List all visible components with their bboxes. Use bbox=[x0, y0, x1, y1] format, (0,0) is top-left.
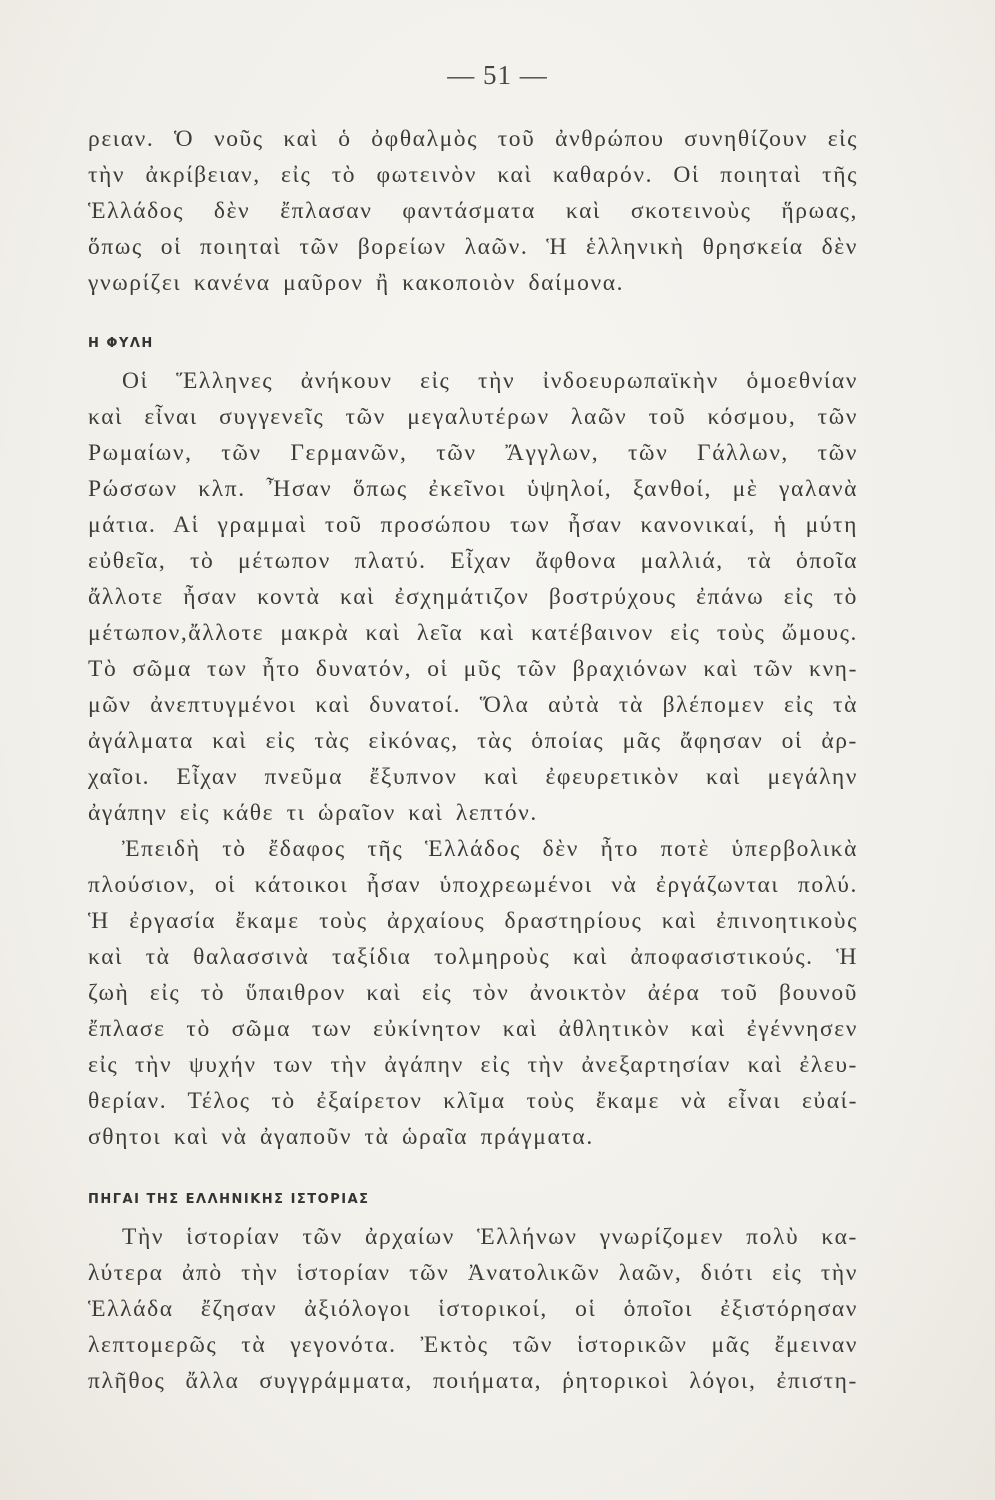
text-line: εἰς τὴν ψυχήν των τὴν ἀγάπην εἰς τὴν ἀνεξαρτησίαν καὶ ἐλευ- bbox=[88, 1052, 858, 1078]
text-line: καὶ τὰ θαλασσινὰ ταξίδια τολμηροὺς καὶ ἀποφασιστικούς. Ἡ bbox=[88, 944, 858, 970]
text-line: μάτια. Αἱ γραμμαὶ τοῦ προσώπου των ἦσαν κανονικαί, ἡ μύτη bbox=[88, 512, 858, 538]
text-line: λύτερα ἀπὸ τὴν ἱστορίαν τῶν Ἀνατολικῶν λαῶν, διότι εἰς τὴν bbox=[88, 1260, 858, 1286]
text-line: ζωὴ εἰς τὸ ὕπαιθρον καὶ εἰς τὸν ἀνοικτὸν ἀέρα τοῦ βουνοῦ bbox=[88, 980, 858, 1006]
text-line: λεπτομερῶς τὰ γεγονότα. Ἐκτὸς τῶν ἱστορικῶν μᾶς ἔμειναν bbox=[88, 1332, 858, 1358]
text-line: καὶ εἶναι συγγενεῖς τῶν μεγαλυτέρων λαῶν τοῦ κόσμου, τῶν bbox=[88, 404, 858, 430]
text-line: Ἐπειδὴ τὸ ἔδαφος τῆς Ἑλλάδος δὲν ἦτο ποτὲ ὑπερβολικὰ bbox=[122, 836, 858, 862]
text-line: Ἑλλάδα ἔζησαν ἀξιόλογοι ἱστορικοί, οἱ ὁποῖοι ἐξιστόρησαν bbox=[88, 1296, 858, 1322]
text-line: Ἡ ἐργασία ἔκαμε τοὺς ἀρχαίους δραστηρίους καὶ ἐπινοητικοὺς bbox=[88, 908, 858, 934]
text-line: Τὸ σῶμα των ἦτο δυνατόν, οἱ μῦς τῶν βραχιόνων καὶ τῶν κνη- bbox=[88, 656, 858, 682]
text-line: ρειαν. Ὁ νοῦς καὶ ὁ ὀφθαλμὸς τοῦ ἀνθρώπου συνηθίζουν εἰς bbox=[88, 126, 858, 152]
text-line: ὅπως οἱ ποιηταὶ τῶν βορείων λαῶν. Ἡ ἑλληνικὴ θρησκεία δὲν bbox=[88, 234, 858, 260]
text-line: ἄλλοτε ἦσαν κοντὰ καὶ ἐσχημάτιζον βοστρύχους ἐπάνω εἰς τὸ bbox=[88, 584, 858, 610]
text-line: Τὴν ἱστορίαν τῶν ἀρχαίων Ἑλλήνων γνωρίζομεν πολὺ κα- bbox=[122, 1224, 858, 1250]
text-line: μῶν ἀνεπτυγμένοι καὶ δυνατοί. Ὅλα αὐτὰ τὰ βλέπομεν εἰς τὰ bbox=[88, 692, 858, 718]
text-line: πλούσιον, οἱ κάτοικοι ἦσαν ὑποχρεωμένοι νὰ ἐργάζωνται πολύ. bbox=[88, 872, 858, 898]
text-line: Ρωμαίων, τῶν Γερμανῶν, τῶν Ἄγγλων, τῶν Γάλλων, τῶν bbox=[88, 440, 858, 466]
text-line: θερίαν. Τέλος τὸ ἐξαίρετον κλῖμα τοὺς ἔκαμε νὰ εἶναι εὐαί- bbox=[88, 1088, 858, 1114]
text-line: Ρώσσων κλπ. Ἦσαν ὅπως ἐκεῖνοι ὑψηλοί, ξανθοί, μὲ γαλανὰ bbox=[88, 476, 858, 502]
text-line: Ἑλλάδος δὲν ἔπλασαν φαντάσματα καὶ σκοτεινοὺς ἥρωας, bbox=[88, 198, 858, 224]
text-line: ἀγάλματα καὶ εἰς τὰς εἰκόνας, τὰς ὁποίας μᾶς ἄφησαν οἱ ἀρ- bbox=[88, 728, 858, 754]
text-line: ἔπλασε τὸ σῶμα των εὐκίνητον καὶ ἀθλητικὸν καὶ ἐγέννησεν bbox=[88, 1016, 858, 1042]
text-line: εὐθεῖα, τὸ μέτωπον πλατύ. Εἶχαν ἄφθονα μαλλιά, τὰ ὁποῖα bbox=[88, 548, 858, 574]
section-heading-phyle: Η ΦΥΛΗ bbox=[88, 336, 154, 351]
text-line: πλῆθος ἄλλα συγγράμματα, ποιήματα, ῥητορικοὶ λόγοι, ἐπιστη- bbox=[88, 1368, 858, 1394]
text-line: γνωρίζει κανένα μαῦρον ἢ κακοποιὸν δαίμονα. bbox=[88, 270, 625, 296]
section-heading-sources: ΠΗΓΑΙ ΤΗΣ ΕΛΛΗΝΙΚΗΣ ΙΣΤΟΡΙΑΣ bbox=[88, 1192, 370, 1207]
text-line: ἀγάπην εἰς κάθε τι ὡραῖον καὶ λεπτόν. bbox=[88, 800, 538, 826]
text-line: μέτωπον,ἄλλοτε μακρὰ καὶ λεῖα καὶ κατέβαινον εἰς τοὺς ὤμους. bbox=[88, 620, 858, 646]
page-number: — 51 — bbox=[447, 60, 548, 90]
text-line: σθητοι καὶ νὰ ἀγαποῦν τὰ ὡραῖα πράγματα. bbox=[88, 1124, 594, 1150]
text-line: χαῖοι. Εἶχαν πνεῦμα ἔξυπνον καὶ ἐφευρετικὸν καὶ μεγάλην bbox=[88, 764, 858, 790]
text-line: Οἱ Ἕλληνες ἀνήκουν εἰς τὴν ἰνδοευρωπαϊκὴν ὁμοεθνίαν bbox=[122, 368, 858, 394]
text-line: τὴν ἀκρίβειαν, εἰς τὸ φωτεινὸν καὶ καθαρόν. Οἱ ποιηταὶ τῆς bbox=[88, 162, 858, 188]
